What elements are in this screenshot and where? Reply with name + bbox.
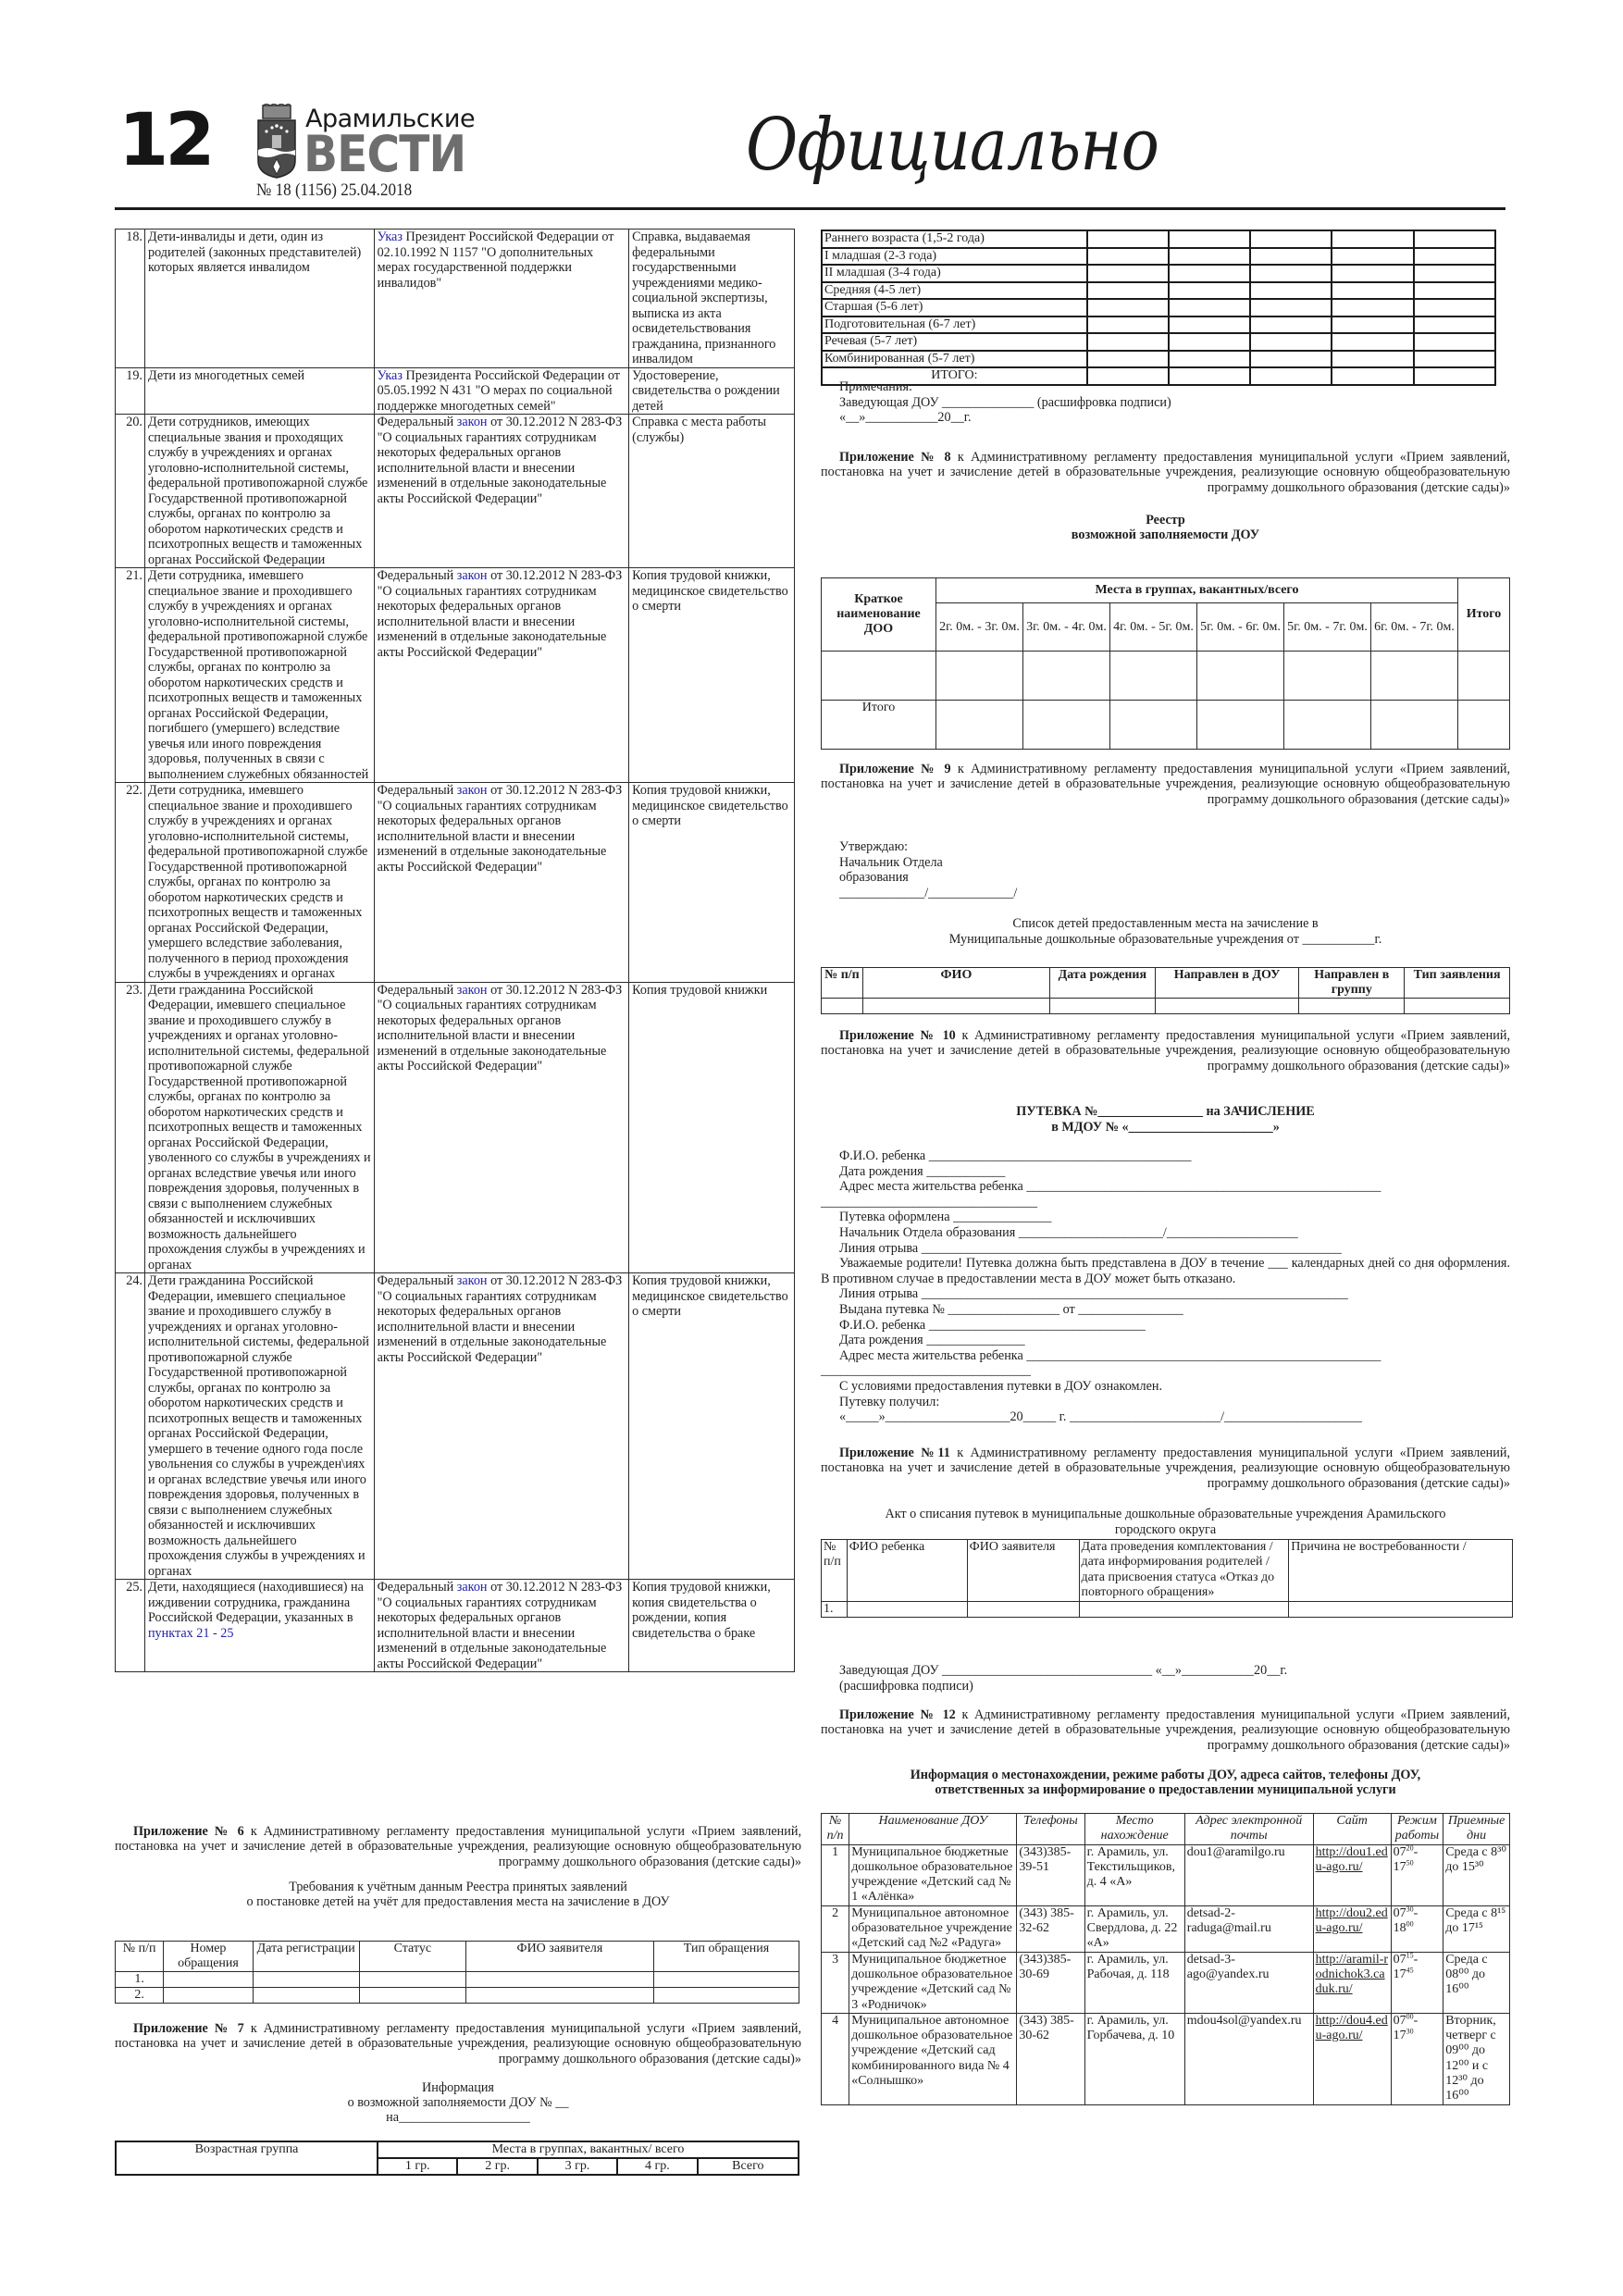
benefit-category: Дети сотрудника, имевшего специальное звание и проходившего службу в учреждениях и органах уголовно-исполнительной системы, федеральной противопожарной службе Государственной противопожарной службы, органах по контролю за оборотом наркотических средств и психотропных веществ и таможенных органах Российской Федерации, погибшего (умершего) вследствие увечья или иного повреждения здоровья, полученных в связи с выполнением служебных обязанностей xyxy=(144,568,374,783)
form-line: С условиями предоставления путевки в ДОУ ознакомлен. xyxy=(839,1378,1163,1394)
law-link[interactable]: закон xyxy=(456,783,488,798)
column-header: Статус xyxy=(359,1942,465,1972)
dou-reception-days: Среда с 8³⁰ до 15³⁰ xyxy=(1443,1844,1510,1905)
age-group-label: Старшая (5-6 лет) xyxy=(822,299,1087,316)
appendix-12-heading: Приложение № 12 к Административному регламенту предоставления муниципальной услуги «Прием заявлений, постановка на учет и зачисление детей в образовательные учреждения, реализующие основную общеобразовательную программу дошкольного образования (детские сады)» xyxy=(821,1707,1510,1753)
age-group-label: Раннего возраста (1,5-2 года) xyxy=(822,230,1087,248)
empty-cell xyxy=(359,1988,465,2004)
empty-cell xyxy=(1169,333,1250,351)
col-places: Места в группах, вакантных/всего xyxy=(936,578,1458,603)
row-number: 23. xyxy=(116,982,145,1273)
row-number: 2 xyxy=(822,1905,849,1952)
form-line: Начальник Отдела образования ______________________/____________________ xyxy=(839,1224,1298,1240)
newspaper-name-small: Арамильские xyxy=(305,105,476,133)
dou-site-cell xyxy=(1313,1952,1391,2013)
empty-cell xyxy=(1250,316,1332,334)
age-group-label: II младшая (3-4 года) xyxy=(822,265,1087,282)
form-line: Путевку получил: xyxy=(839,1394,940,1409)
empty-cell xyxy=(1087,282,1169,300)
empty-cell xyxy=(1169,316,1250,334)
legal-basis: Федеральный закон от 30.12.2012 N 283-ФЗ "О социальных гарантиях сотрудникам некоторых федеральных органов исполнительной власти и внесении изменений в отдельные законодательные акты Российской Федерации" xyxy=(374,982,629,1273)
column-header: Сайт xyxy=(1313,1814,1391,1845)
benefit-row xyxy=(116,230,795,368)
empty-cell xyxy=(1332,265,1413,282)
dou-address: г. Арамиль, ул. Текстильщиков, д. 4 «А» xyxy=(1084,1844,1184,1905)
column-header: Тип обращения xyxy=(653,1942,799,1972)
age-range-header: 5г. 0м. - 7г. 0м. xyxy=(1284,603,1371,652)
dou-address: г. Арамиль, ул. Свердлова, д. 22 «А» xyxy=(1084,1905,1184,1952)
empty-cell xyxy=(1087,248,1169,266)
benefit-row xyxy=(116,415,795,568)
appendix-label: Приложение №11 xyxy=(839,1446,950,1460)
empty-cell xyxy=(1299,999,1405,1014)
dou-row xyxy=(822,1905,1510,1952)
empty-cell xyxy=(1250,248,1332,266)
applications-registry-table xyxy=(115,1941,799,2004)
age-group-row xyxy=(822,282,1495,300)
header-divider xyxy=(115,207,1505,210)
age-group-row xyxy=(822,265,1495,282)
column-header: Направлен в группу xyxy=(1299,968,1405,999)
form-line: ________________________________ xyxy=(821,1363,1031,1379)
children-list-table xyxy=(821,967,1510,1014)
form-line: Уважаемые родители! Путевка должна быть представлена в ДОУ в течение ___ календарных дней со дня оформления. В противном случае в предоставлении места в ДОУ может быть отказано. xyxy=(821,1256,1510,1286)
column-header: Режим работы xyxy=(1391,1814,1443,1845)
form-line: Адрес места жительства ребенка ______________________________________________________ xyxy=(839,1347,1381,1363)
appendix-12-title: Информация о местонахождении, режиме работы ДОУ, адреса сайтов, телефоны ДОУ, ответственных за информирование о предоставлении муниципальной услуги xyxy=(910,1768,1421,1797)
form-line: Линия отрыва ________________________________________________________________ xyxy=(839,1240,1342,1256)
row-number: 1. xyxy=(822,1601,848,1617)
appendix-6-title: Требования к учётным данным Реестра принятых заявлений о постановке детей на учёт для предоставления места на зачисление в ДОУ xyxy=(246,1880,670,1909)
empty-cell xyxy=(1079,1601,1289,1617)
legal-basis: Федеральный закон от 30.12.2012 N 283-ФЗ "О социальных гарантиях сотрудникам некоторых федеральных органов исполнительной власти и внесении изменений в отдельные законодательные акты Российской Федерации" xyxy=(374,1273,629,1580)
empty-cell xyxy=(1087,230,1169,248)
law-link[interactable]: закон xyxy=(456,982,488,998)
dou-site-link[interactable]: http://dou1.edu-ago.ru/ xyxy=(1315,1844,1388,1874)
total-label: ИТОГО: xyxy=(822,367,1087,385)
appendix-7-heading: Приложение № 7 к Административному регламенту предоставления муниципальной услуги «Прием заявлений, постановка на учет и зачисление детей в образовательные учреждения, реализующие основную общеобразовательную программу дошкольного образования (детские сады)» xyxy=(115,2021,801,2066)
column-header: ФИО заявителя xyxy=(967,1540,1079,1602)
voucher-title: ПУТЕВКА №________________ на ЗАЧИСЛЕНИЕ в МДОУ № «______________________» xyxy=(1016,1104,1315,1135)
appendix-label: Приложение № 8 xyxy=(839,450,951,465)
empty-cell xyxy=(1023,701,1110,750)
page-number: 12 xyxy=(118,99,212,182)
appendix-label: Приложение № 9 xyxy=(839,762,951,776)
empty-cell xyxy=(1110,701,1197,750)
empty-cell xyxy=(253,1988,359,2004)
group-column-header: Всего xyxy=(698,2158,799,2175)
empty-cell xyxy=(1332,316,1413,334)
occupancy-table-body xyxy=(821,230,1496,386)
age-group-label: Подготовительная (6-7 лет) xyxy=(822,316,1087,334)
empty-cell xyxy=(1414,230,1495,248)
row-number: 3 xyxy=(822,1952,849,2013)
dou-hours: $07^{20}-$ $17^{50}$ xyxy=(1391,1844,1443,1905)
appendix-6-heading: Приложение № 6 к Административному регламенту предоставления муниципальной услуги «Прием заявлений, постановка на учет и зачисление детей в образовательные учреждения, реализующие основную общеобразовательную программу дошкольного образования (детские сады)» xyxy=(115,1824,801,1869)
form-line: Ф.И.О. ребенка _________________________________ xyxy=(839,1317,1146,1333)
column-header: Телефоны xyxy=(1017,1814,1084,1845)
row-number: 24. xyxy=(116,1273,145,1580)
age-group-label: Комбинированная (5-7 лет) xyxy=(822,351,1087,368)
empty-cell xyxy=(862,999,1049,1014)
form-line: Путевка оформлена _______________ xyxy=(839,1210,1052,1225)
dou-phone: (343) 385-30-62 xyxy=(1017,2013,1084,2104)
empty-cell xyxy=(1155,999,1299,1014)
dou-address: г. Арамиль, ул. Горбачева, д. 10 xyxy=(1084,2013,1184,2104)
appendix-11-heading: Приложение №11 к Административному регламенту предоставления муниципальной услуги «Прием заявлений, постановка на учет и зачисление детей в образовательные учреждения, реализующие основную общеобразовательную программу дошкольного образования (детские сады)» xyxy=(821,1446,1510,1491)
empty-cell xyxy=(1284,652,1371,701)
legal-basis: Указ Президента Российской Федерации от 05.05.1992 N 431 "О мерах по социальной поддержке многодетных семей" xyxy=(374,367,629,415)
dou-name: Муниципальное бюджетное дошкольное образовательное учреждение «Детский сад № 3 «Родничок» xyxy=(849,1952,1017,2013)
empty-cell xyxy=(359,1972,465,1988)
legal-basis: Федеральный закон от 30.12.2012 N 283-ФЗ "О социальных гарантиях сотрудникам некоторых федеральных органов исполнительной власти и внесении изменений в отдельные законодательные акты Российской Федерации" xyxy=(374,568,629,783)
form-line: Адрес места жительства ребенка ______________________________________________________ xyxy=(839,1179,1381,1195)
empty-cell xyxy=(822,999,863,1014)
empty-cell xyxy=(1414,282,1495,300)
appendix-7-title: Информация о возможной заполняемости ДОУ № __ на____________________ xyxy=(347,2080,569,2125)
empty-cell xyxy=(1414,265,1495,282)
empty-cell xyxy=(1087,299,1169,316)
required-document: Копия трудовой книжки, медицинское свидетельство о смерти xyxy=(629,1273,795,1580)
column-header: ФИО заявителя xyxy=(465,1942,653,1972)
empty-cell xyxy=(1250,351,1332,368)
newspaper-name-large: ВЕСТИ xyxy=(304,125,466,183)
age-range-header: 2г. 0м. - 3г. 0м. xyxy=(936,603,1023,652)
column-header: Направлен в ДОУ xyxy=(1155,968,1299,999)
dou-reception-days: Среда с 8¹⁵ до 17¹⁵ xyxy=(1443,1905,1510,1952)
form-line: Дата рождения ____________ xyxy=(839,1163,1006,1179)
total-label: Итого xyxy=(822,701,936,750)
required-document: Копия трудовой книжки, медицинское свидетельство о смерти xyxy=(629,568,795,783)
empty-cell xyxy=(1197,701,1284,750)
appendix-8-heading: Приложение № 8 к Административному регламенту предоставления муниципальной услуги «Прием заявлений, постановка на учет и зачисление детей в образовательные учреждения, реализующие основную общеобразовательную программу дошкольного образования (детские сады)» xyxy=(821,450,1511,495)
benefit-category: Дети сотрудников, имеющих специальные звания и проходящих службу в учреждениях и органах уголовно-исполнительной системы, федеральной противопожарной службе Государственной противопожарной службы, органах по контролю за оборотом наркотических средств и психотропных веществ и таможенных органах Российской Федерации xyxy=(144,415,374,568)
age-group-row xyxy=(822,333,1495,351)
form-line: _________________________________ xyxy=(821,1194,1038,1210)
dou-row xyxy=(822,1952,1510,2013)
dou-hours: $07^{00}-$ $17^{30}$ xyxy=(1391,2013,1443,2104)
empty-cell xyxy=(1169,230,1250,248)
empty-cell xyxy=(822,652,936,701)
empty-cell xyxy=(1087,333,1169,351)
empty-cell xyxy=(1414,351,1495,368)
law-link[interactable]: закон xyxy=(456,415,488,429)
dou-name: Муниципальное автономное образовательное учреждение «Детский сад №2 «Радуга» xyxy=(849,1905,1017,1952)
empty-cell xyxy=(1289,1601,1513,1617)
row-number: 4 xyxy=(822,2013,849,2104)
dou-name: Муниципальное бюджетные дошкольное образовательное учреждение «Детский сад № 1 «Алёнка» xyxy=(849,1844,1017,1905)
row-number: 18. xyxy=(116,230,145,368)
row-number: 1 xyxy=(822,1844,849,1905)
empty-cell xyxy=(1414,299,1495,316)
dou-phone: (343)385-39-51 xyxy=(1017,1844,1084,1905)
law-link[interactable]: закон xyxy=(456,568,488,583)
empty-cell xyxy=(1332,333,1413,351)
empty-cell xyxy=(1414,248,1495,266)
appendix-8-title: Реестр возможной заполняемости ДОУ xyxy=(1071,513,1260,542)
row-number: 19. xyxy=(116,367,145,415)
benefit-row xyxy=(116,1580,795,1672)
empty-cell xyxy=(1087,316,1169,334)
benefit-row xyxy=(116,1273,795,1580)
appendix-9-heading: Приложение № 9 к Административному регламенту предоставления муниципальной услуги «Прием заявлений, постановка на учет и зачисление детей в образовательные учреждения, реализующие основную общеобразовательную программу дошкольного образования (детские сады)» xyxy=(821,762,1511,807)
required-document: Справка с места работы (службы) xyxy=(629,415,795,568)
clause-link[interactable]: пунктах 21 - 25 xyxy=(147,1625,234,1641)
law-link[interactable]: Указ xyxy=(377,230,403,244)
form-line: Дата рождения _______________ xyxy=(839,1333,1025,1348)
empty-cell xyxy=(164,1988,253,2004)
col-age-group: Возрастная группа xyxy=(116,2141,378,2175)
empty-cell xyxy=(1250,333,1332,351)
legal-basis: Указ Президент Российской Федерации от 02.10.1992 N 1157 "О дополнительных мерах государственной поддержки инвалидов" xyxy=(374,230,629,368)
empty-cell xyxy=(1332,230,1413,248)
empty-cell xyxy=(253,1972,359,1988)
group-column-header: 2 гр. xyxy=(457,2158,537,2175)
dou-site-cell xyxy=(1313,1844,1391,1905)
dou-info-table xyxy=(821,1813,1510,2105)
column-header: ФИО xyxy=(862,968,1049,999)
col-total: Итого xyxy=(1458,578,1510,652)
issue-number-date: № 18 (1156) 25.04.2018 xyxy=(256,180,413,200)
act-signature: Заведующая ДОУ ________________________________ «__»___________20__г. (расшифровка подписи) xyxy=(839,1663,1288,1694)
column-header: Приемные дни xyxy=(1443,1814,1510,1845)
age-group-row xyxy=(822,351,1495,368)
column-header: Наименование ДОУ xyxy=(849,1814,1017,1845)
empty-cell xyxy=(1110,652,1197,701)
form-line: Линия отрыва _________________________________________________________________ xyxy=(839,1286,1348,1302)
empty-cell xyxy=(1284,701,1371,750)
dou-site-link[interactable]: http://aramil-rodnichok3.caduk.ru/ xyxy=(1315,1952,1389,1997)
col-doo-name: Краткое наименование ДОО xyxy=(822,578,936,652)
benefit-row xyxy=(116,367,795,415)
empty-cell xyxy=(1371,701,1458,750)
benefit-category: Дети гражданина Российской Федерации, имевшего специальное звание и проходившего службу в учреждениях и органах уголовно-исполнительной системы, федеральной противопожарной службе Государственной противопожарной службы, органах по контролю за оборотом наркотических средств и психотропных веществ и таможенных органах Российской Федерации, уволенного со службы в учреждениях и органах вследствие увечья или иного повреждения здоровья, полученных в связи с выполнением служебных обязанностей и исключивших возможность дальнейшего прохождения службы в учреждениях и органах xyxy=(144,982,374,1273)
empty-cell xyxy=(1023,652,1110,701)
empty-cell xyxy=(1250,230,1332,248)
empty-cell xyxy=(1049,999,1155,1014)
column-header: Причина не востребованности / xyxy=(1289,1540,1513,1602)
approval-block: Утверждаю: Начальник Отдела образования _____________/_____________/ xyxy=(839,839,1018,900)
row-number: 2. xyxy=(116,1988,164,2004)
empty-cell xyxy=(1414,333,1495,351)
row-number: 22. xyxy=(116,783,145,983)
law-link[interactable]: закон xyxy=(456,1273,488,1288)
empty-cell xyxy=(936,652,1023,701)
dou-row xyxy=(822,1844,1510,1905)
coat-of-arms-icon xyxy=(255,104,298,180)
dou-site-cell xyxy=(1313,2013,1391,2104)
form-line: «_____»___________________20_____ г. _______________________/_____________________ xyxy=(839,1409,1363,1425)
benefit-row xyxy=(116,982,795,1273)
empty-cell xyxy=(1250,265,1332,282)
row-number: 21. xyxy=(116,568,145,783)
empty-cell xyxy=(653,1988,799,2004)
group-column-header: 4 гр. xyxy=(617,2158,697,2175)
column-header: Номер обращения xyxy=(164,1942,253,1972)
empty-cell xyxy=(1169,299,1250,316)
required-document: Удостоверение, свидетельства о рождении детей xyxy=(629,367,795,415)
required-document: Копия трудовой книжки, копия свидетельства о рождении, копия свидетельства о браке xyxy=(629,1580,795,1672)
dou-site-cell xyxy=(1313,1905,1391,1952)
column-header: Дата регистрации xyxy=(253,1942,359,1972)
dou-site-link[interactable]: http://dou4.edu-ago.ru/ xyxy=(1315,2013,1388,2043)
empty-cell xyxy=(1332,248,1413,266)
empty-cell xyxy=(1250,299,1332,316)
benefits-table xyxy=(115,229,795,1672)
empty-cell xyxy=(1197,652,1284,701)
required-document: Справка, выдаваемая федеральными государственными учреждениями медико-социальной экспертизы, выписка из акта освидетельствования гражданина, признанного инвалидом xyxy=(629,230,795,368)
column-header: ФИО ребенка xyxy=(847,1540,967,1602)
empty-cell xyxy=(1169,265,1250,282)
benefit-category: Дети из многодетных семей xyxy=(144,367,374,415)
empty-cell xyxy=(1250,282,1332,300)
dou-email[interactable]: detsad-2-raduga@mail.ru xyxy=(1184,1905,1313,1952)
dou-email[interactable]: detsad-3-ago@yandex.ru xyxy=(1184,1952,1313,2013)
appendix-9-title: Список детей предоставленным места на зачисление в Муниципальные дошкольные образовательные учреждения от ___________г. xyxy=(948,916,1382,947)
benefit-row xyxy=(116,783,795,983)
age-group-row xyxy=(822,316,1495,334)
form-line: Ф.И.О. ребенка ________________________________________ xyxy=(839,1148,1192,1163)
age-range-header: 4г. 0м. - 5г. 0м. xyxy=(1110,603,1197,652)
empty-cell xyxy=(967,1601,1079,1617)
column-header: № п/п xyxy=(116,1942,164,1972)
benefit-category: Дети сотрудника, имевшего специальное звание и проходившего службу в учреждениях и органах уголовно-исполнительной системы, федеральной противопожарной службе Государственной противопожарной службы, органах по контролю за оборотом наркотических средств и психотропных веществ и таможенных органах Российской Федерации, умершего вследствие заболевания, полученного в период прохождения службы в учреждениях и органах xyxy=(144,783,374,983)
empty-cell xyxy=(1405,999,1510,1014)
form-line: Выдана путевка № _________________ от ________________ xyxy=(839,1301,1183,1317)
empty-cell xyxy=(653,1972,799,1988)
empty-cell xyxy=(1332,299,1413,316)
voucher-writeoff-table xyxy=(821,1539,1513,1618)
age-group-label: Речевая (5-7 лет) xyxy=(822,333,1087,351)
group-column-header: 3 гр. xyxy=(538,2158,617,2175)
empty-cell xyxy=(1332,282,1413,300)
empty-cell xyxy=(1087,265,1169,282)
empty-cell xyxy=(1414,316,1495,334)
age-range-header: 6г. 0м. - 7г. 0м. xyxy=(1371,603,1458,652)
law-link[interactable]: Указ xyxy=(377,367,403,383)
dou-address: г. Арамиль, ул. Рабочая, д. 118 xyxy=(1084,1952,1184,2013)
dou-hours: $07^{30}-$ $18^{00}$ xyxy=(1391,1905,1443,1952)
dou-reception-days: Среда с 08⁰⁰ до 16⁰⁰ xyxy=(1443,1952,1510,2013)
column-header: № п/п xyxy=(822,1814,849,1845)
empty-cell xyxy=(1458,701,1510,750)
appendix-label: Приложение № 10 xyxy=(839,1028,956,1043)
app7-notes: Примечания: Заведующая ДОУ ______________ (расшифровка подписи) «__»___________20__г. xyxy=(839,379,1171,425)
benefit-category: Дети-инвалиды и дети, один из родителей (законных представителей) которых является инвалидом xyxy=(144,230,374,368)
empty-cell xyxy=(1169,351,1250,368)
age-group-label: I младшая (2-3 года) xyxy=(822,248,1087,266)
dou-email[interactable]: mdou4sol@yandex.ru xyxy=(1184,2013,1313,2104)
section-title: Официально xyxy=(746,104,1159,187)
dou-email[interactable]: dou1@aramilgo.ru xyxy=(1184,1844,1313,1905)
dou-site-link[interactable]: http://dou2.edu-ago.ru/ xyxy=(1315,1905,1388,1936)
empty-cell xyxy=(465,1988,653,2004)
law-link[interactable]: закон xyxy=(456,1580,488,1595)
required-document: Копия трудовой книжки xyxy=(629,982,795,1273)
table-row xyxy=(822,1601,1513,1617)
table-row xyxy=(116,1988,799,2004)
dou-reception-days: Вторник, четверг с 09⁰⁰ до 12⁰⁰ и с 12³⁰ до 16⁰⁰ xyxy=(1443,2013,1510,2104)
age-group-row xyxy=(822,230,1495,248)
dou-hours: $07^{15}-$ $17^{45}$ xyxy=(1391,1952,1443,2013)
appendix-label: Приложение № 7 xyxy=(133,2021,244,2036)
age-range-header: 3г. 0м. - 4г. 0м. xyxy=(1023,603,1110,652)
column-header: Адрес электронной почты xyxy=(1184,1814,1313,1845)
row-number: 25. xyxy=(116,1580,145,1672)
empty-cell xyxy=(465,1972,653,1988)
voucher-form xyxy=(821,1148,1510,1425)
column-header: № п/п xyxy=(822,1540,848,1602)
column-header: Тип заявления xyxy=(1405,968,1510,999)
empty-cell xyxy=(1087,351,1169,368)
required-document: Копия трудовой книжки, медицинское свидетельство о смерти xyxy=(629,783,795,983)
row-number: 20. xyxy=(116,415,145,568)
empty-cell xyxy=(1332,351,1413,368)
dou-phone: (343) 385-32-62 xyxy=(1017,1905,1084,1952)
col-places: Места в группах, вакантных/ всего xyxy=(378,2141,799,2158)
legal-basis: Федеральный закон от 30.12.2012 N 283-ФЗ "О социальных гарантиях сотрудникам некоторых федеральных органов исполнительной власти и внесении изменений в отдельные законодательные акты Российской Федерации" xyxy=(374,1580,629,1672)
table-row xyxy=(116,1972,799,1988)
age-range-header: 5г. 0м. - 6г. 0м. xyxy=(1197,603,1284,652)
age-group-row xyxy=(822,299,1495,316)
occupancy-registry-table xyxy=(821,577,1510,750)
appendix-label: Приложение № 12 xyxy=(839,1707,956,1722)
empty-cell xyxy=(936,701,1023,750)
empty-cell xyxy=(1371,652,1458,701)
benefit-category: Дети, находящиеся (находившиеся) на иждивении сотрудника, гражданина Российской Федерации, указанных в пунктах 21 - 25 xyxy=(144,1580,374,1672)
occupancy-table-header xyxy=(115,2141,799,2176)
appendix-10-heading: Приложение № 10 к Административному регламенту предоставления муниципальной услуги «Прием заявлений, постановка на учет и зачисление детей в образовательные учреждения, реализующие основную общеобразовательную программу дошкольного образования (детские сады)» xyxy=(821,1028,1510,1074)
benefit-category: Дети гражданина Российской Федерации, имевшего специальное звание и проходившего службу в учреждениях и органах уголовно-исполнительной системы, федеральной противопожарной службе Государственной противопожарной службы, органах по контролю за оборотом наркотических средств и психотропных веществ и таможенных органах Российской Федерации, умершего в течение одного года после увольнения со службы в учрежден\иях и органах вследствие увечья или иного повреждения здоровья, полученных в связи с выполнением служебных обязанностей и исключивших возможность дальнейшего прохождения службы в учреждениях и органах xyxy=(144,1273,374,1580)
group-column-header: 1 гр. xyxy=(378,2158,457,2175)
age-group-row xyxy=(822,248,1495,266)
empty-cell xyxy=(1169,248,1250,266)
column-header: Дата рождения xyxy=(1049,968,1155,999)
column-header: Место нахождение xyxy=(1084,1814,1184,1845)
age-group-label: Средняя (4-5 лет) xyxy=(822,282,1087,300)
empty-cell xyxy=(164,1972,253,1988)
dou-name: Муниципальное автономное дошкольное образовательное учреждение «Детский сад комбинированного вида № 4 «Солнышко» xyxy=(849,2013,1017,2104)
column-header: № п/п xyxy=(822,968,863,999)
dou-row xyxy=(822,2013,1510,2104)
appendix-11-title: Акт о списания путевок в муниципальные дошкольные образовательные учреждения Арамильского городского округа xyxy=(885,1507,1446,1537)
appendix-label: Приложение № 6 xyxy=(133,1824,244,1839)
empty-cell xyxy=(1458,652,1510,701)
empty-cell xyxy=(1169,282,1250,300)
dou-phone: (343)385-30-69 xyxy=(1017,1952,1084,2013)
column-header: Дата проведения комплектования / дата информирования родителей / дата присвоения статуса «Отказ до повторного обращения» xyxy=(1079,1540,1289,1602)
empty-cell xyxy=(847,1601,967,1617)
benefit-row xyxy=(116,568,795,783)
legal-basis: Федеральный закон от 30.12.2012 N 283-ФЗ "О социальных гарантиях сотрудникам некоторых федеральных органов исполнительной власти и внесении изменений в отдельные законодательные акты Российской Федерации" xyxy=(374,415,629,568)
legal-basis: Федеральный закон от 30.12.2012 N 283-ФЗ "О социальных гарантиях сотрудникам некоторых федеральных органов исполнительной власти и внесении изменений в отдельные законодательные акты Российской Федерации" xyxy=(374,783,629,983)
row-number: 1. xyxy=(116,1972,164,1988)
